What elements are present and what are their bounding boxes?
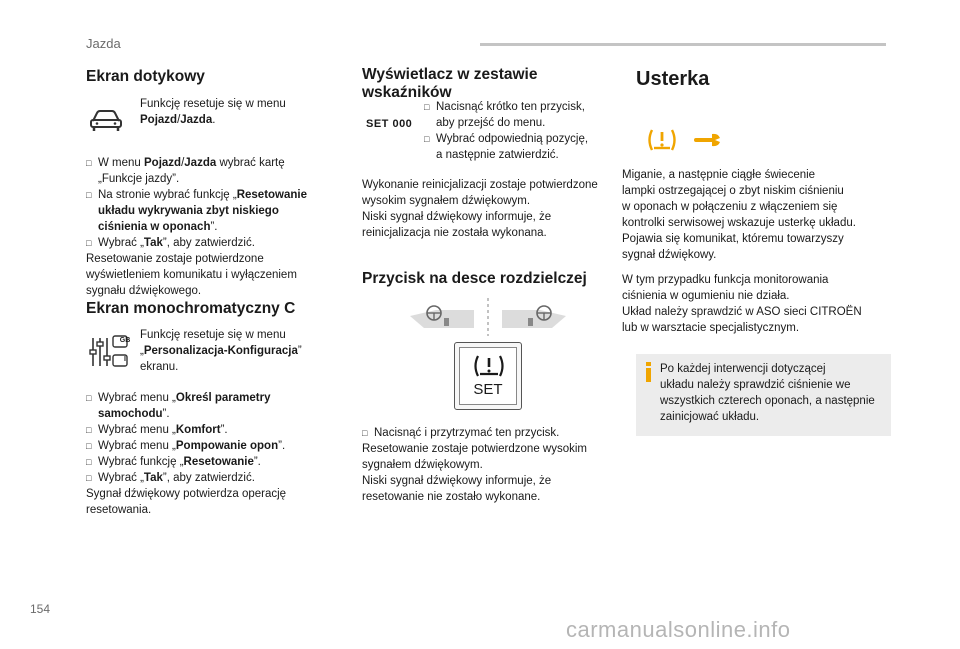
set-000-label: SET 000 bbox=[366, 118, 413, 130]
mono-intro: Funkcję resetuje się w menu „Personalizacja-Konfiguracja” ekranu. bbox=[140, 329, 302, 373]
touch-steps: □ W menu Pojazd/Jazda wybrać kartę „Funkcje jazdy”. □ Na stronie wybrać funkcję „Resetowanie układu wykrywania zbyt niskiego ciśnienia w oponach”. □ Wybrać „Tak”, aby zatwierdzić. Resetowanie zostaje potwierdzone wyświetleniem komunikatu i wyłączeniem sygnału dźwiękowego. bbox=[86, 155, 326, 299]
list-item: □ Nacisnąć i przytrzymać ten przycisk. bbox=[362, 427, 560, 439]
steering-wheel-icon bbox=[408, 296, 568, 338]
page-number: 154 bbox=[30, 602, 51, 616]
header-rule bbox=[480, 43, 886, 46]
list-item: □ Nacisnąć krótko ten przycisk, aby przejść do menu. bbox=[424, 101, 585, 129]
bullet-square-icon: □ bbox=[362, 428, 368, 438]
tyre-warning-icon bbox=[646, 127, 678, 153]
list-item: □ Wybrać menu „Określ parametry samochodu”. bbox=[86, 392, 271, 420]
bullet-square-icon: □ bbox=[86, 473, 92, 483]
cluster-title: Wyświetlacz w zestawie wskaźników bbox=[362, 66, 538, 101]
list-item: □ Wybrać menu „Komfort”. bbox=[86, 424, 228, 436]
gb-label: GB bbox=[119, 337, 131, 344]
dash-text: □ Nacisnąć i przytrzymać ten przycisk. Resetowanie zostaje potwierdzone wysokim sygnałem dźwiękowym. Niski sygnał dźwiękowy informuje, że resetowanie nie zostało wykonane. bbox=[362, 425, 622, 505]
section-header: Jazda bbox=[86, 36, 121, 51]
bullet-square-icon: □ bbox=[86, 238, 92, 248]
bullet-square-icon: □ bbox=[424, 134, 430, 144]
mono-screen-title: Ekran monochromatyczny C bbox=[86, 300, 296, 317]
bullet-square-icon: □ bbox=[86, 393, 92, 403]
fault-title: Usterka bbox=[636, 68, 710, 90]
bullet-square-icon: □ bbox=[86, 457, 92, 467]
bullet-square-icon: □ bbox=[86, 158, 92, 168]
wrench-icon bbox=[694, 131, 722, 149]
list-item: □ Na stronie wybrać funkcję „Resetowanie układu wykrywania zbyt niskiego ciśnienia w oponach”. bbox=[86, 189, 308, 233]
cluster-steps bbox=[424, 99, 624, 163]
info-note bbox=[636, 354, 891, 436]
info-note-text: Po każdej interwencji dotyczącej układu należy sprawdzić ciśnienie we wszystkich czterech oponach, a następnie zainicjować układu. bbox=[660, 363, 875, 423]
info-icon bbox=[646, 362, 651, 382]
fault-para-2: W tym przypadku funkcja monitorowania ciśnienia w ogumieniu nie działa. Układ należy sprawdzić w ASO sieci CITROËN lub w warsztacie specjalistycznym. bbox=[622, 274, 862, 334]
set-key-label: SET bbox=[473, 381, 503, 398]
list-item: □ W menu Pojazd/Jazda wybrać kartę „Funkcje jazdy”. bbox=[86, 157, 285, 185]
touch-screen-title: Ekran dotykowy bbox=[86, 68, 205, 85]
dash-button-title: Przycisk na desce rozdzielczej bbox=[362, 270, 587, 287]
watermark: carmanualsonline.info bbox=[566, 617, 791, 642]
list-item: □ Wybrać „Tak”, aby zatwierdzić. bbox=[86, 237, 255, 249]
list-item: □ Wybrać funkcję „Resetowanie”. bbox=[86, 456, 261, 468]
i-label: I bbox=[124, 356, 126, 363]
bullet-square-icon: □ bbox=[86, 441, 92, 451]
bullet-square-icon: □ bbox=[86, 425, 92, 435]
tyre-warning-icon bbox=[471, 353, 507, 379]
list-item: □ Wybrać odpowiednią pozycję, a następnie zatwierdzić. bbox=[424, 133, 589, 161]
touch-intro: Funkcję resetuje się w menu Pojazd/Jazda. bbox=[140, 98, 286, 126]
list-item: □ Wybrać menu „Pompowanie opon”. bbox=[86, 440, 286, 452]
fault-para-1: Miganie, a następnie ciągłe świecenie lampki ostrzegającej o zbyt niskim ciśnieniu w oponach w połączeniu z włączeniem się kontrolki serwisowej wskazuje usterkę układu. Pojawia się komunikat, któremu towarzyszy sygnał dźwiękowy. bbox=[622, 169, 856, 261]
cluster-outro: Wykonanie reinicjalizacji zostaje potwierdzone wysokim sygnałem dźwiękowym. Niski sygnał dźwiękowy informuje, że reinicjalizacja nie została wykonana. bbox=[362, 179, 598, 239]
list-item: □ Wybrać „Tak”, aby zatwierdzić. bbox=[86, 472, 255, 484]
car-icon bbox=[89, 108, 123, 132]
mono-steps: □ Wybrać menu „Określ parametry samochodu”. □ Wybrać menu „Komfort”. □ Wybrać menu „Pompowanie opon”. □ Wybrać funkcję „Resetowanie”. □ Wybrać „Tak”, aby zatwierdzić. Sygnał dźwiękowy potwierdza operację resetowania. bbox=[86, 390, 326, 518]
set-key bbox=[454, 342, 522, 410]
bullet-square-icon: □ bbox=[86, 190, 92, 200]
bullet-square-icon: □ bbox=[424, 102, 430, 112]
